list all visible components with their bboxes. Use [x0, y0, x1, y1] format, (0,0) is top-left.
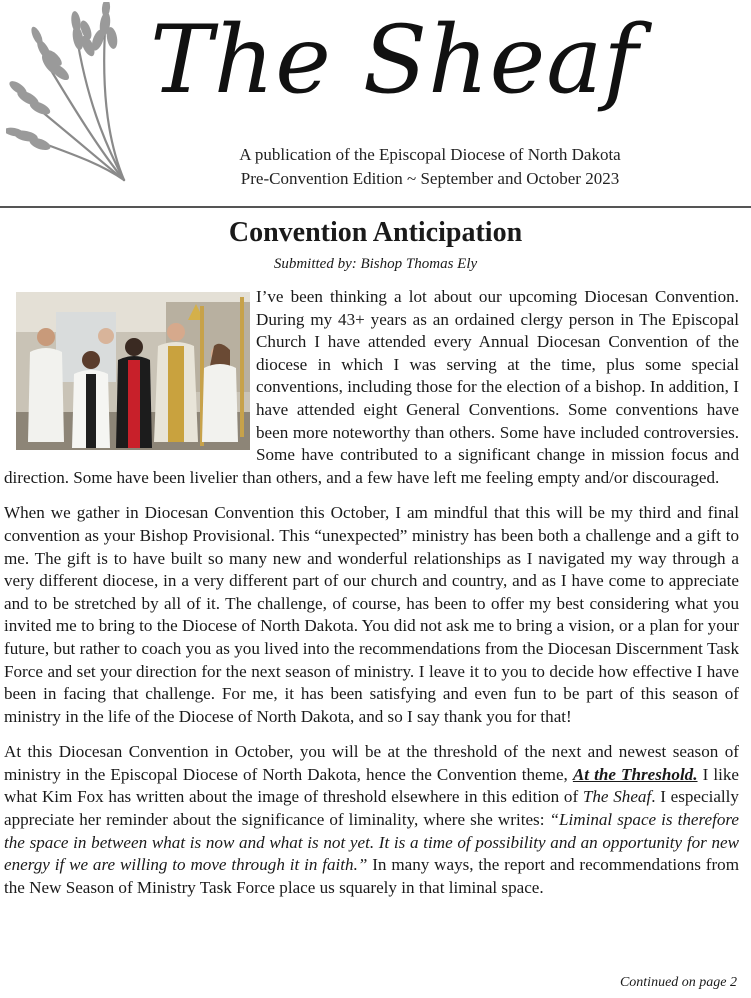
article-byline: Submitted by: Bishop Thomas Ely [273, 256, 478, 272]
article-headline: Convention Anticipation [228, 217, 523, 248]
paragraph-3-text-b: I like what Kim Fox has written about the image of threshold elsewhere in this edition of [4, 764, 740, 807]
masthead [0, 0, 751, 208]
continued-link[interactable]: Continued on page 2 [619, 975, 737, 990]
article-paragraph-3 [4, 741, 739, 899]
masthead-divider [0, 206, 751, 208]
paragraph-3-text-a: At this Diocesan Convention in October, you will be at the threshold of the next and newest season of ministry in the Episcopal Diocese of North Dakota, hence the Convention theme, [4, 742, 739, 784]
article-paragraph-2: When we gather in Diocesan Convention this October, I am mindful that this will be my third and final convention as your Bishop Provisional. This “unexpected” ministry has been both a challenge and a gift to me. The gift is to have built so many new and wonderful relationships as I navigated my way through a very different diocese, in a very different part of our church and country, and as I have come to appreciate and to be stretched by all of it. The challenge, of course, has been to offer my best considering what you invited me to bring to the Diocese of North Dakota. You did not ask me to bring a vision, or a plan for your future, but rather to coach you as you lived into the recommendations from the Diocesan Discernment Task Force and set your direction for the next season of ministry. I leave it to you to decide how effective I have been in facing that challenge. For me, it has been satisfying and even fun to be part of this season of ministry in the life of the Diocese of North Dakota, and so I say thank you for that! [4, 503, 739, 726]
convention-theme: At the Threshold. [572, 764, 698, 784]
article-paragraph-1: I’ve been thinking a lot about our upcoming Diocesan Convention. During my 43+ years as an ordained clergy person in The Episcopal Church I have attended every Annual Diocesan Convention of the diocese in which I was serving at the time, plus some special conventions, including those for the election of a bishop. In addition, I have attended eight General Conventions. Some conventions have been more noteworthy than others. Some have included controversies. Some have contributed to a significant change in mission focus and direction. Some have been livelier than others, and a few have left me feeling empty and/or discouraged. [4, 287, 739, 487]
paragraph-3-text-d: In many ways, the report and recommendations from the New Season of Ministry Task Force place us squarely in that liminal space. [4, 855, 739, 897]
article-body [4, 286, 739, 912]
publication-tagline: A publication of the Episcopal Diocese of North Dakota [239, 145, 621, 164]
edition-line: Pre-Convention Edition ~ September and October 2023 [240, 169, 620, 188]
publication-title: The Sheaf [150, 6, 640, 115]
paragraph-3-text-c: . I especially appreciate her reminder about the significance of liminality, where she writes: [4, 787, 739, 830]
publication-name-inline: The Sheaf [582, 787, 652, 807]
liminal-space-quote: “Liminal space is therefore the space in between what is now and what is not yet. It is a time of possibility and an opportunity for new energy if we are willing to move through it in faith.” [4, 810, 739, 875]
clergy-group-photo [16, 292, 250, 450]
wheat-sheaf-icon [6, 2, 134, 184]
